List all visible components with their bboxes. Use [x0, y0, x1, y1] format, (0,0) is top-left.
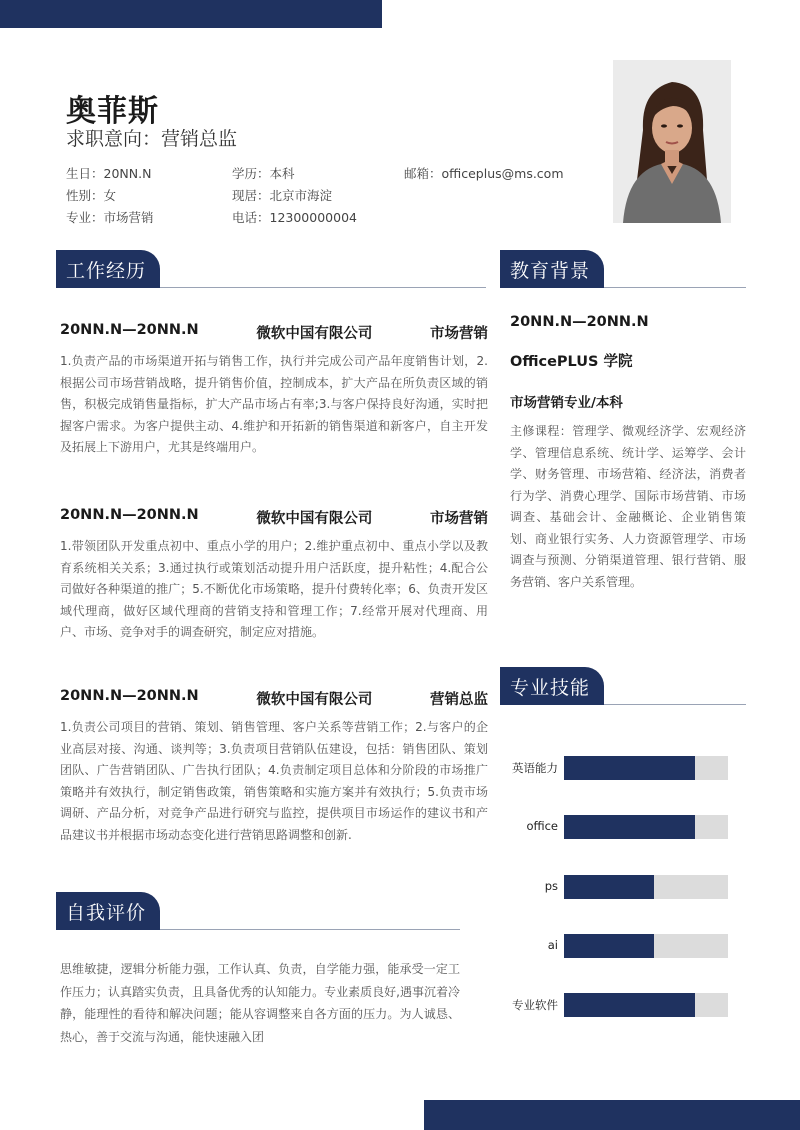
education-school: OfficePLUS 学院 — [510, 354, 633, 370]
self-evaluation-text: 思维敏捷，逻辑分析能力强，工作认真、负责，自学能力强，能承受一定工作压力；认真踏实负责，且具备优秀的认知能力。专业素质良好,遇事沉着冷静，能理性的看待和解决问题；能从容调整来自各方面的压力。为人诚恳、热心，善于交流与沟通，能快速融入团 — [60, 962, 460, 1044]
skill-bar-fill — [564, 934, 654, 958]
job-company: 微软中国有限公司 — [256, 511, 373, 527]
skill-row — [500, 934, 730, 958]
job-description: 1.负责公司项目的营销、策划、销售管理、客户关系等营销工作；2.与客户的企业高层对接、沟通、谈判等；3.负责项目营销队伍建设，包括：销售团队、策划团队、广告营销团队、广告执行团队；4.负责制定项目总体和分阶段的市场推广策略并有效执行，制定销售政策，销售策略和实施方案并有效执行；5.负责市场调研、产品分析，对竞争产品进行研究与监控，提供项目市场运作的建议书和产品建议书并根据市场动态变化进行营销思路调整和创新. — [60, 720, 488, 842]
skill-label: 专业软件 — [512, 998, 558, 1012]
job-period: 20NN.N—20NN.N — [60, 688, 199, 704]
section-divider — [604, 704, 746, 705]
job-header — [60, 322, 488, 343]
job-entry-3 — [60, 688, 488, 846]
skill-bar-fill — [564, 993, 695, 1017]
section-work-title: 工作经历 — [56, 250, 160, 288]
job-period: 20NN.N—20NN.N — [60, 322, 199, 338]
info-column-1 — [66, 163, 154, 229]
candidate-name: 奥菲斯 — [66, 94, 159, 129]
section-education-title: 教育背景 — [500, 250, 604, 288]
job-company: 微软中国有限公司 — [256, 326, 373, 342]
info-residence: 现居：北京市海淀 — [232, 188, 333, 203]
section-self-title: 自我评价 — [56, 892, 160, 930]
section-divider — [604, 287, 746, 288]
section-self-header — [56, 892, 460, 930]
info-birthday: 生日：20NN.N — [66, 166, 152, 181]
job-header — [60, 507, 488, 528]
info-column-3 — [404, 163, 564, 185]
education-entry — [510, 314, 746, 593]
job-intent: 求职意向：营销总监 — [66, 128, 238, 150]
skill-label: ps — [544, 879, 558, 893]
profile-photo — [613, 60, 731, 223]
skill-row — [500, 756, 730, 780]
education-major: 市场营销专业/本科 — [510, 395, 623, 411]
skill-label: office — [526, 819, 558, 833]
skill-bar-track — [564, 875, 728, 899]
job-company: 微软中国有限公司 — [256, 692, 373, 708]
education-courses: 主修课程：管理学、微观经济学、宏观经济学、管理信息系统、统计学、运筹学、会计学、财务管理、市场营箱、经济法，消费者行为学、消费心理学、国际市场营销、市场调查、基础会计、金融概论、企业销售策划、商业银行实务、人力资源管理学、市场调查与预测、分销渠道管理、银行营销、服务营销、客户关系管理。 — [510, 424, 746, 589]
skill-bar-track — [564, 756, 728, 780]
skill-bar-fill — [564, 815, 695, 839]
skill-row — [500, 875, 730, 899]
skill-bar-fill — [564, 756, 695, 780]
job-description: 1.负责产品的市场渠道开拓与销售工作，执行并完成公司产品年度销售计划，2.根据公司市场营销战略，提升销售价值，控制成本，扩大产品在所负责区域的销售，积极完成销售量指标，扩大产品市场占有率;3.与客户保持良好沟通，实时把握客户需求。为客户提供主动、4.维护和开拓新的销售渠道和新客户，自主开发及拓展上下游用户，尤其是终端用户。 — [60, 354, 488, 454]
skill-bar-track — [564, 993, 728, 1017]
section-skills-title: 专业技能 — [500, 667, 604, 705]
skill-bar-track — [564, 934, 728, 958]
info-degree: 学历：本科 — [232, 166, 295, 181]
bottom-accent-bar — [424, 1100, 800, 1130]
job-entry-2 — [60, 507, 488, 644]
job-role: 市场营销 — [430, 511, 488, 527]
job-period: 20NN.N—20NN.N — [60, 507, 199, 523]
job-role: 营销总监 — [430, 692, 488, 708]
section-divider — [160, 287, 486, 288]
job-entry-1 — [60, 322, 488, 459]
section-education-header — [500, 250, 746, 288]
job-header — [60, 688, 488, 709]
skill-bar-fill — [564, 875, 654, 899]
info-phone: 电话：12300000004 — [232, 210, 357, 225]
skill-row — [500, 993, 730, 1017]
skill-row — [500, 815, 730, 839]
section-divider — [160, 929, 460, 930]
section-skills-header — [500, 667, 746, 705]
top-accent-bar — [0, 0, 382, 28]
skill-bar-track — [564, 815, 728, 839]
skill-label: 英语能力 — [512, 761, 558, 775]
job-role: 市场营销 — [430, 326, 488, 342]
education-period: 20NN.N—20NN.N — [510, 314, 649, 330]
skill-label: ai — [547, 938, 558, 952]
info-gender: 性别：女 — [66, 188, 117, 203]
info-email: 邮箱：officeplus@ms.com — [404, 166, 564, 181]
section-work-header — [56, 250, 486, 288]
job-description: 1.带领团队开发重点初中、重点小学的用户；2.维护重点初中、重点小学以及教育系统相关关系；3.通过执行或策划活动提升用户活跃度，提升粘性；4.配合公司做好各种渠道的推广；5.不断优化市场策略，提升付费转化率；6、负责开发区域代理商，做好区域代理商的营销支持和管理工作；7.经常开展对代理商、用户、市场、竞争对手的调查研究，制定应对措施。 — [60, 539, 488, 639]
portrait-image — [613, 60, 731, 223]
info-column-2 — [232, 163, 357, 229]
info-major: 专业：市场营销 — [66, 210, 154, 225]
